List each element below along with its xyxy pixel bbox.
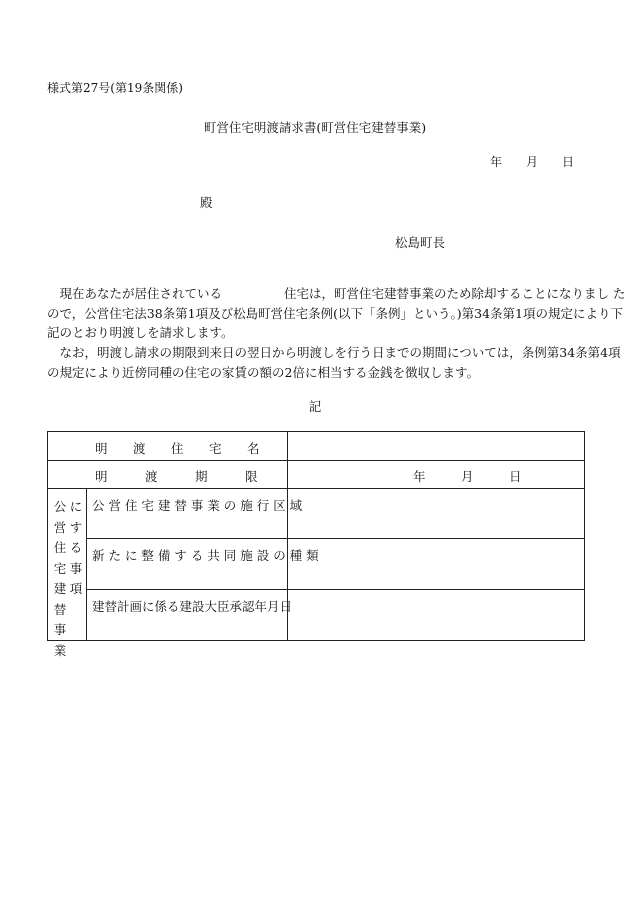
common-facility-type-label: 新 た に 整 備 す る 共 同 施 設 の 種 類 xyxy=(92,548,319,563)
approval-date-label: 建替計画に係る建設大臣承認年月日 xyxy=(92,599,293,614)
construction-area-label: 公 営 住 宅 建 替 事 業 の 施 行 区 域 xyxy=(92,498,303,513)
penalty-paragraph xyxy=(47,343,621,382)
penalty-line-2: の規定により近傍同種の住宅の家賃の額の2倍に相当する金銭を徴収します。 xyxy=(47,364,479,380)
request-line-2: ので，公営住宅法38条第1項及び松島町営住宅条例(以下「条例」という。)第34条第1項の規定により下 xyxy=(47,305,623,321)
request-line-3: 記のとおり明渡しを請求します。 xyxy=(47,325,234,340)
form-number: 様式第27号(第19条関係) xyxy=(47,81,183,95)
record-table xyxy=(47,431,585,658)
house-name-value xyxy=(288,433,583,459)
addressee-suffix: 殿 xyxy=(200,195,213,210)
house-name-label: 明 渡 住 宅 名 xyxy=(95,441,260,456)
group-label-column-1: 公 営 住 宅 建 替 事 業 xyxy=(53,499,67,658)
table-rule xyxy=(86,538,584,539)
request-paragraph xyxy=(47,284,626,343)
group-label-column-2: に す る 事 項 xyxy=(69,499,83,596)
deadline-date-value: 年 月 日 xyxy=(413,469,522,484)
table-rule xyxy=(86,488,87,640)
ki-heading: 記 xyxy=(308,399,322,414)
date-month-label: 月 xyxy=(526,155,539,169)
document-title: 町営住宅明渡請求書(町営住宅建替事業) xyxy=(203,120,427,135)
table-rule xyxy=(48,460,584,461)
request-line-1: 現在あなたが居住されている 住宅は，町営住宅建替事業のため除却することになりまし た xyxy=(59,286,626,301)
issuer-name: 松島町長 xyxy=(395,235,446,250)
date-day-label: 日 xyxy=(562,155,575,169)
date-year-label: 年 xyxy=(490,155,503,169)
issue-date-line xyxy=(490,153,574,170)
table-rule xyxy=(86,589,584,590)
table-rule xyxy=(48,488,584,489)
penalty-line-1: なお，明渡し請求の期限到来日の翌日から明渡しを行う日までの期間については，条例第34条第4項 xyxy=(59,345,621,360)
deadline-label: 明 渡 期 限 xyxy=(95,469,258,484)
